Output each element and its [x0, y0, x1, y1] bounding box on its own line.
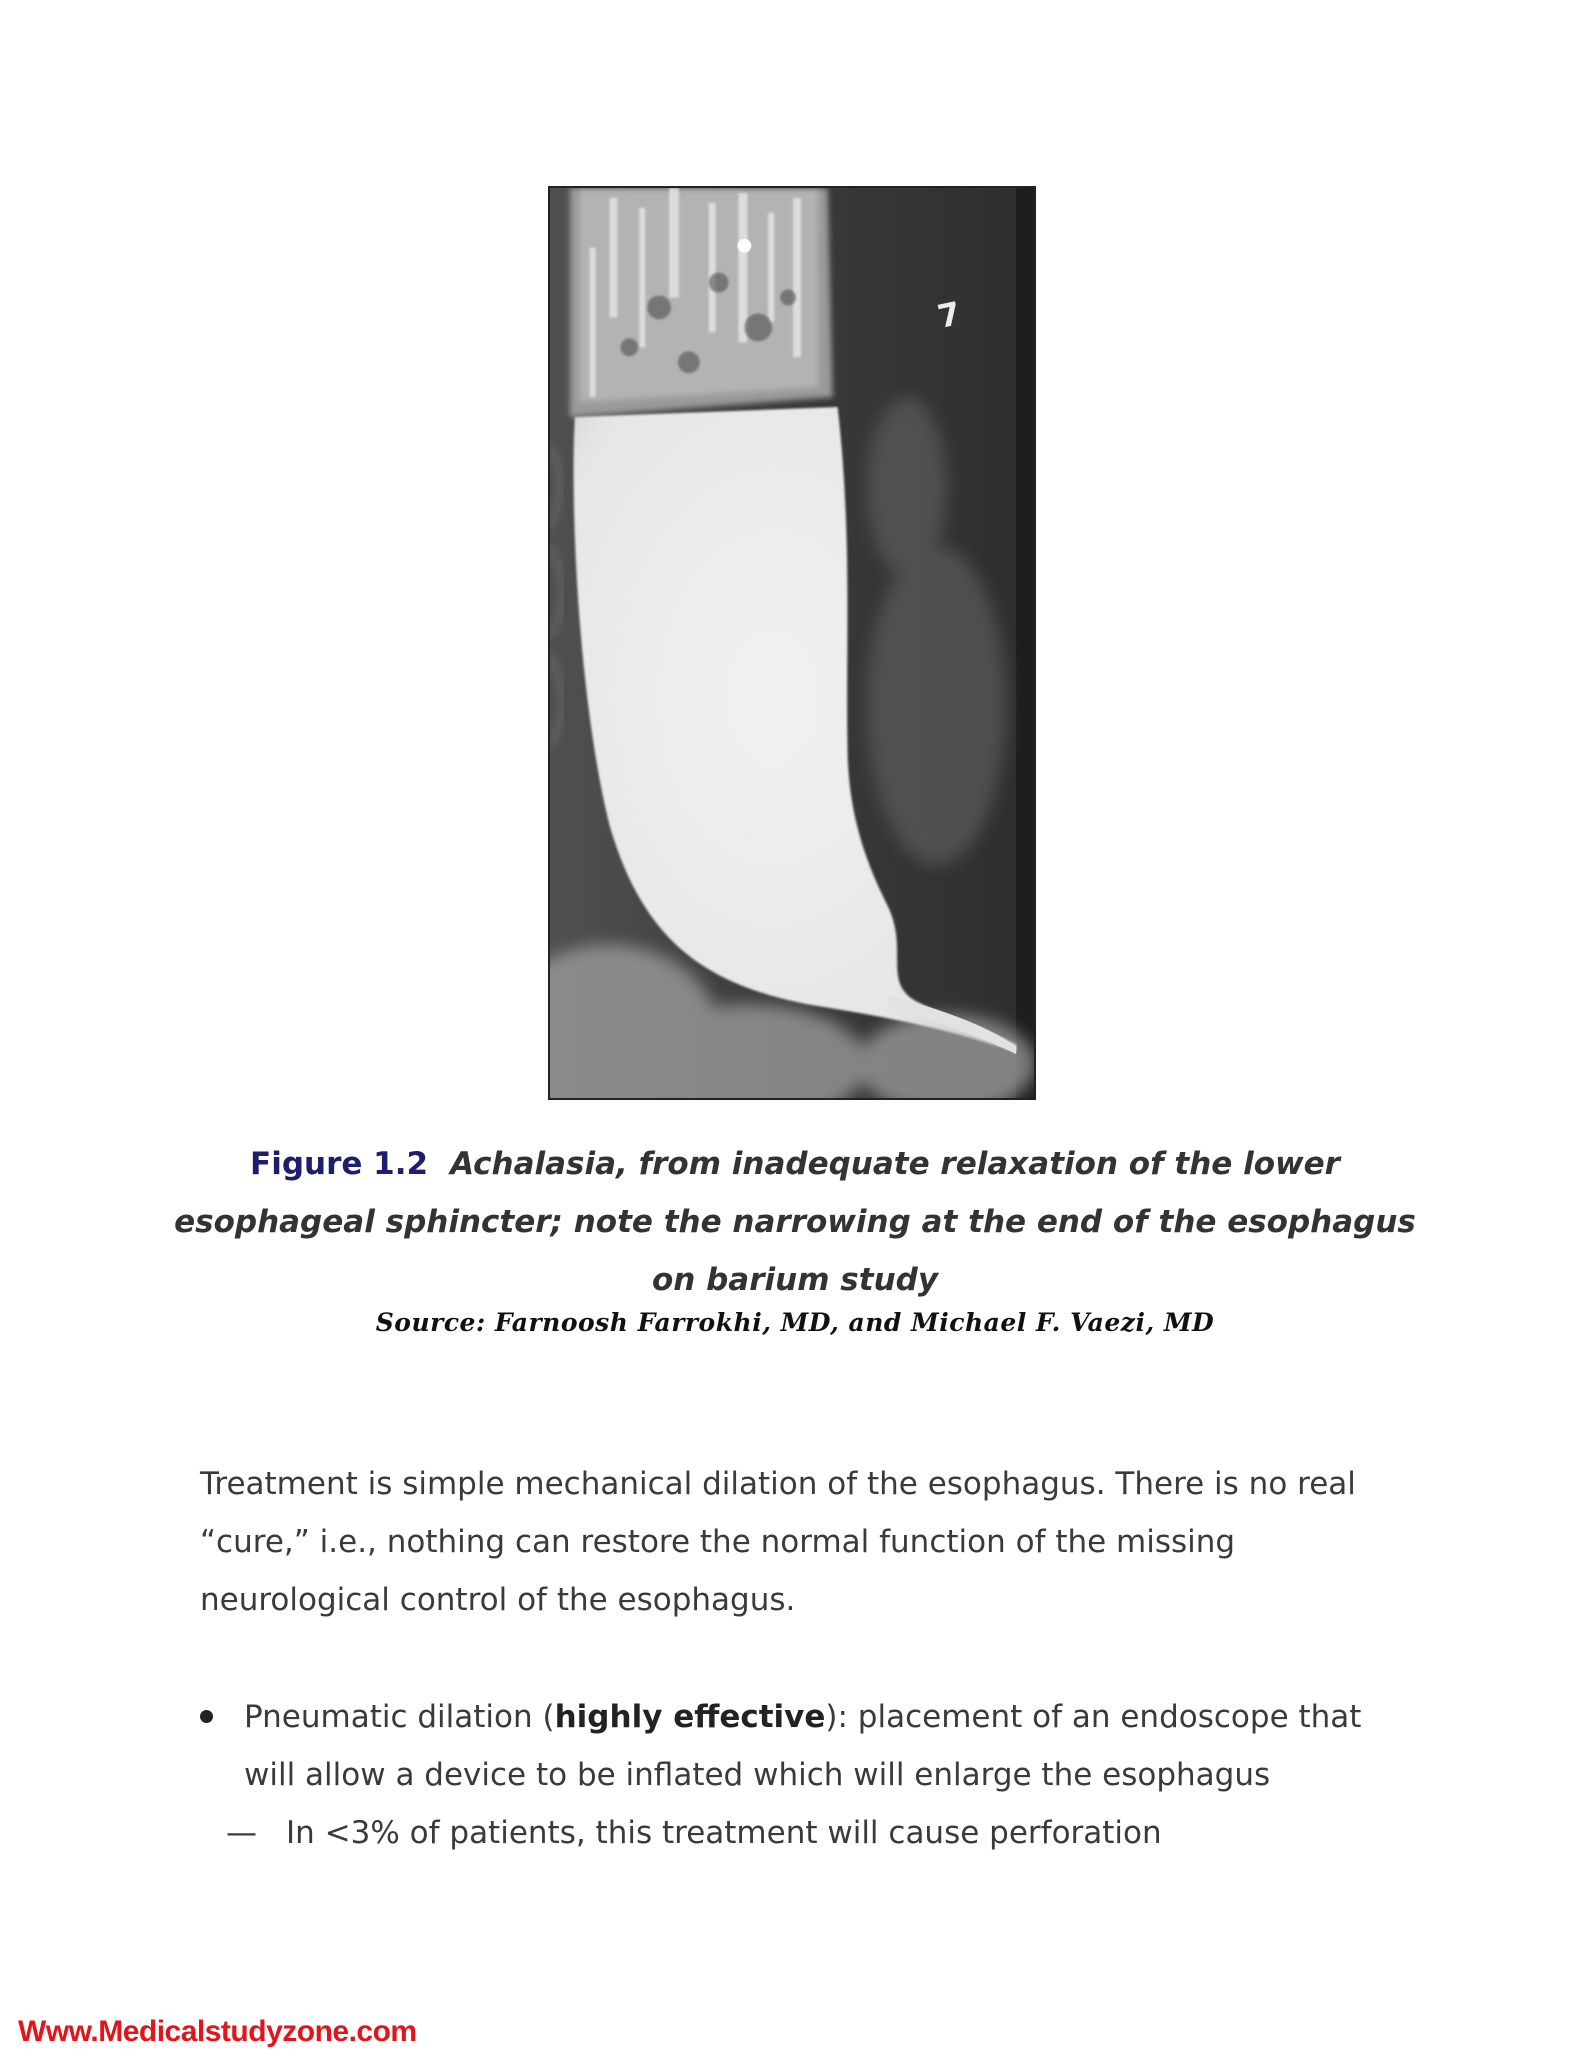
- bullet-suffix: ): placement of an endoscope that will allow a device to be inflated which will enlarge the esophagus: [244, 1699, 1362, 1793]
- em-dash-icon: —: [226, 1815, 257, 1851]
- sub-item-text: In <3% of patients, this treatment will cause perforation: [286, 1815, 1162, 1851]
- figure-image: [548, 186, 1036, 1100]
- figure-source: Source: Farnoosh Farrokhi, MD, and Michael F. Vaezi, MD: [375, 1308, 1215, 1337]
- bullet-prefix: Pneumatic dilation (: [244, 1699, 555, 1735]
- xray-marker-label: 7: [934, 294, 964, 336]
- figure-label: Figure 1.2: [250, 1146, 429, 1182]
- sub-list-item: [226, 1804, 1406, 1862]
- watermark: Www.Medicalstudyzone.com: [18, 2015, 417, 2048]
- body-paragraph: Treatment is simple mechanical dilation of the esophagus. There is no real “cure,” i.e., nothing can restore the normal function of the missing neurological control of the esophagus.: [200, 1466, 1356, 1618]
- list-item: [200, 1688, 1420, 1804]
- figure-caption-text: Achalasia, from inadequate relaxation of the lower esophageal sphincter; note the narrowing at the end of the esophagus on barium study: [174, 1146, 1416, 1298]
- bullet-dot-icon: [200, 1710, 213, 1723]
- figure-caption: [160, 1135, 1430, 1309]
- bullet-emphasis: highly effective: [554, 1699, 826, 1735]
- bullet-text: [244, 1688, 1420, 1804]
